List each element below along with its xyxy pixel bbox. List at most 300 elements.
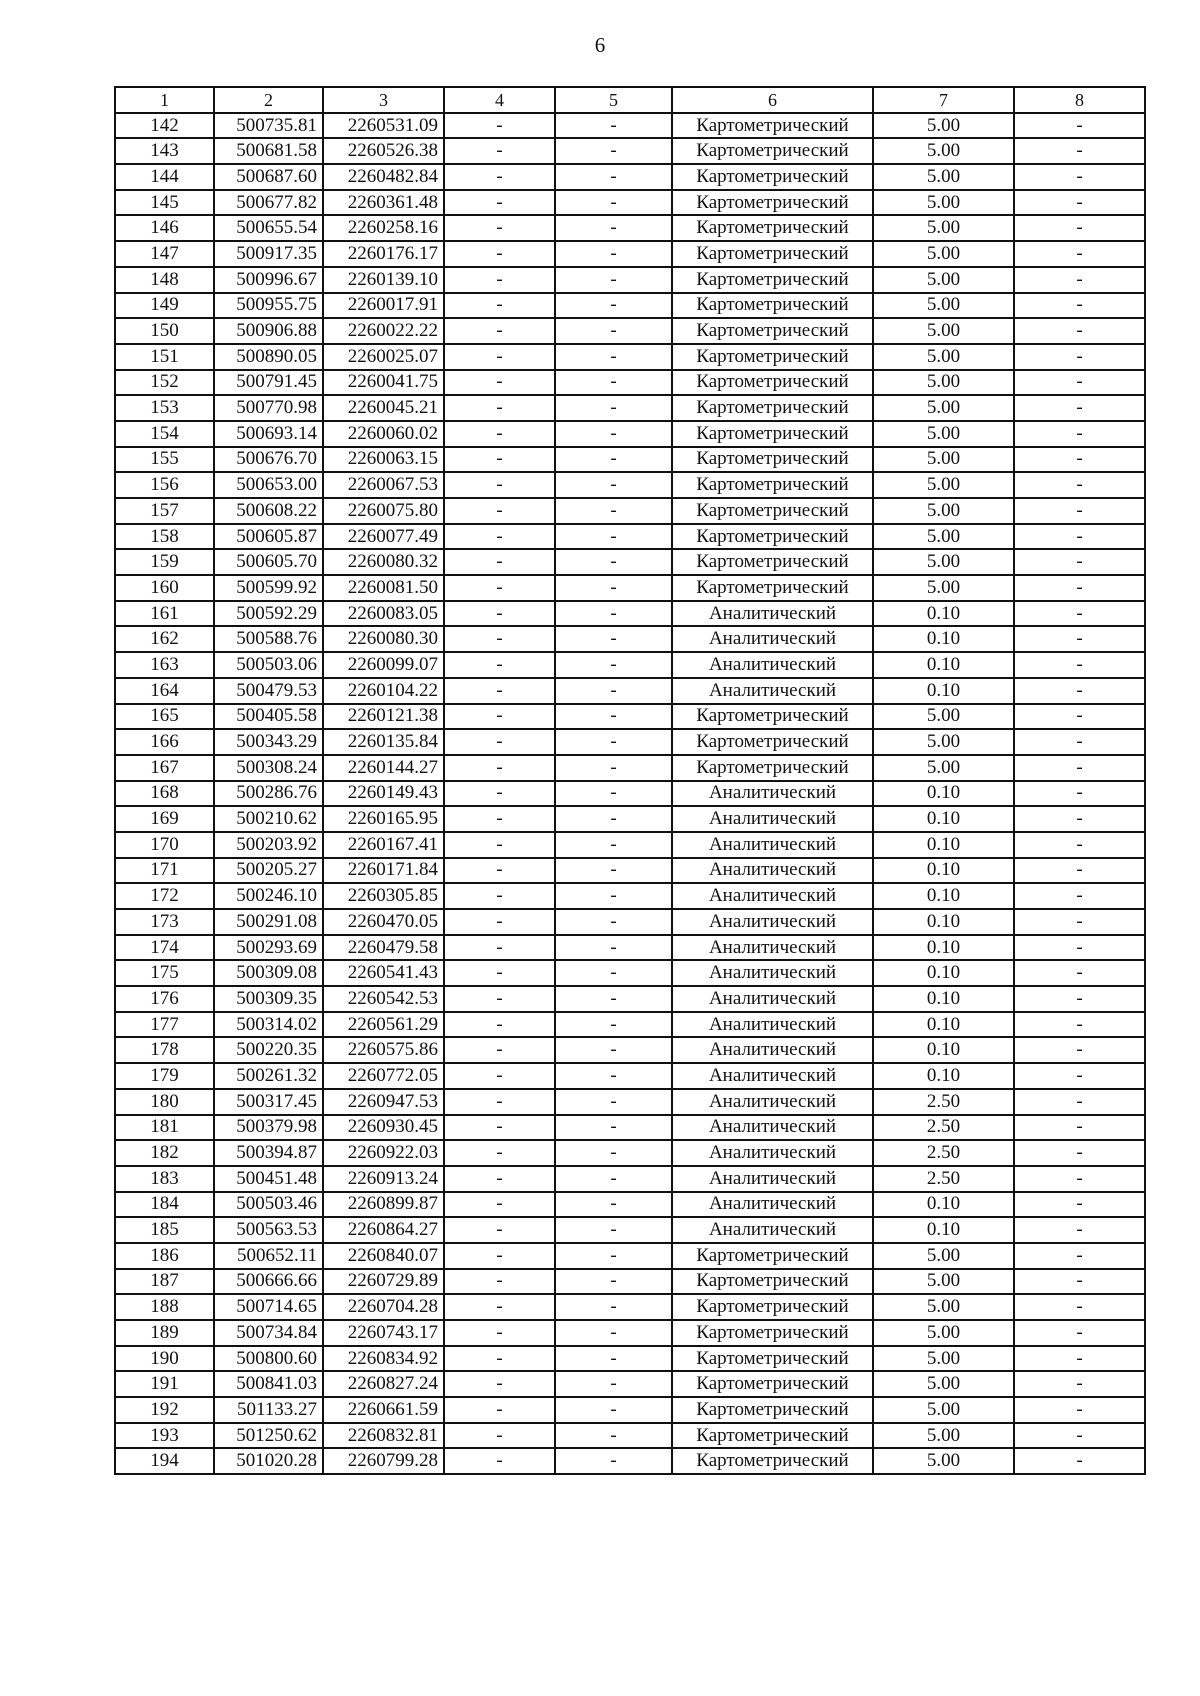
method-cell: Картометрический — [672, 498, 873, 524]
coord-x-cell: 500479.53 — [214, 678, 323, 704]
coord-y-cell: 2260176.17 — [323, 241, 444, 267]
coord-x-cell: 500314.02 — [214, 1012, 323, 1038]
header-cell-6: 6 — [672, 87, 873, 113]
col-8-cell: - — [1014, 1243, 1145, 1269]
coord-y-cell: 2260704.28 — [323, 1294, 444, 1320]
accuracy-cell: 5.00 — [873, 1243, 1014, 1269]
accuracy-cell: 5.00 — [873, 113, 1014, 139]
table-row — [115, 1217, 1145, 1243]
method-cell: Картометрический — [672, 293, 873, 319]
coord-x-cell: 500605.87 — [214, 524, 323, 550]
accuracy-cell: 0.10 — [873, 832, 1014, 858]
accuracy-cell: 5.00 — [873, 1320, 1014, 1346]
accuracy-cell: 5.00 — [873, 164, 1014, 190]
col-4-cell: - — [444, 806, 555, 832]
col-5-cell: - — [555, 626, 672, 652]
col-5-cell: - — [555, 1037, 672, 1063]
accuracy-cell: 5.00 — [873, 1448, 1014, 1474]
col-8-cell: - — [1014, 164, 1145, 190]
coord-x-cell: 500608.22 — [214, 498, 323, 524]
accuracy-cell: 5.00 — [873, 524, 1014, 550]
method-cell: Аналитический — [672, 781, 873, 807]
col-5-cell: - — [555, 138, 672, 164]
coord-x-cell: 500955.75 — [214, 293, 323, 319]
coord-y-cell: 2260542.53 — [323, 986, 444, 1012]
col-5-cell: - — [555, 344, 672, 370]
col-8-cell: - — [1014, 1140, 1145, 1166]
header-cell-5: 5 — [555, 87, 672, 113]
header-cell-4: 4 — [444, 87, 555, 113]
point-number-cell: 172 — [115, 883, 214, 909]
col-4-cell: - — [444, 883, 555, 909]
col-8-cell: - — [1014, 909, 1145, 935]
coord-y-cell: 2260575.86 — [323, 1037, 444, 1063]
coord-x-cell: 500996.67 — [214, 267, 323, 293]
method-cell: Картометрический — [672, 113, 873, 139]
col-8-cell: - — [1014, 524, 1145, 550]
method-cell: Аналитический — [672, 1115, 873, 1141]
coord-x-cell: 500293.69 — [214, 935, 323, 961]
method-cell: Картометрический — [672, 1320, 873, 1346]
point-number-cell: 157 — [115, 498, 214, 524]
coord-y-cell: 2260017.91 — [323, 293, 444, 319]
col-5-cell: - — [555, 549, 672, 575]
coord-y-cell: 2260947.53 — [323, 1089, 444, 1115]
method-cell: Картометрический — [672, 472, 873, 498]
col-4-cell: - — [444, 370, 555, 396]
table-row — [115, 498, 1145, 524]
col-4-cell: - — [444, 1140, 555, 1166]
point-number-cell: 154 — [115, 421, 214, 447]
coord-x-cell: 500220.35 — [214, 1037, 323, 1063]
point-number-cell: 194 — [115, 1448, 214, 1474]
col-4-cell: - — [444, 652, 555, 678]
point-number-cell: 142 — [115, 113, 214, 139]
col-4-cell: - — [444, 832, 555, 858]
coord-y-cell: 2260121.38 — [323, 704, 444, 730]
coord-y-cell: 2260834.92 — [323, 1346, 444, 1372]
col-8-cell: - — [1014, 549, 1145, 575]
table-row — [115, 986, 1145, 1012]
method-cell: Картометрический — [672, 1371, 873, 1397]
col-8-cell: - — [1014, 1012, 1145, 1038]
table-row — [115, 267, 1145, 293]
coord-y-cell: 2260840.07 — [323, 1243, 444, 1269]
coord-x-cell: 500693.14 — [214, 421, 323, 447]
col-5-cell: - — [555, 421, 672, 447]
table-row — [115, 806, 1145, 832]
coord-y-cell: 2260531.09 — [323, 113, 444, 139]
method-cell: Аналитический — [672, 652, 873, 678]
point-number-cell: 188 — [115, 1294, 214, 1320]
coord-x-cell: 500203.92 — [214, 832, 323, 858]
col-5-cell: - — [555, 1192, 672, 1218]
col-4-cell: - — [444, 909, 555, 935]
method-cell: Картометрический — [672, 190, 873, 216]
point-number-cell: 144 — [115, 164, 214, 190]
coord-x-cell: 500714.65 — [214, 1294, 323, 1320]
col-4-cell: - — [444, 447, 555, 473]
point-number-cell: 169 — [115, 806, 214, 832]
coord-y-cell: 2260077.49 — [323, 524, 444, 550]
accuracy-cell: 5.00 — [873, 215, 1014, 241]
method-cell: Картометрический — [672, 1423, 873, 1449]
coord-x-cell: 500599.92 — [214, 575, 323, 601]
table-row — [115, 215, 1145, 241]
table-row — [115, 1294, 1145, 1320]
point-number-cell: 181 — [115, 1115, 214, 1141]
col-8-cell: - — [1014, 241, 1145, 267]
col-5-cell: - — [555, 986, 672, 1012]
col-5-cell: - — [555, 1089, 672, 1115]
accuracy-cell: 5.00 — [873, 1397, 1014, 1423]
point-number-cell: 186 — [115, 1243, 214, 1269]
col-8-cell: - — [1014, 832, 1145, 858]
table-body — [115, 113, 1145, 1474]
table-row — [115, 472, 1145, 498]
coord-y-cell: 2260022.22 — [323, 318, 444, 344]
col-4-cell: - — [444, 781, 555, 807]
table-row — [115, 1115, 1145, 1141]
table-row — [115, 1371, 1145, 1397]
col-8-cell: - — [1014, 447, 1145, 473]
table-row — [115, 1397, 1145, 1423]
accuracy-cell: 5.00 — [873, 190, 1014, 216]
accuracy-cell: 5.00 — [873, 498, 1014, 524]
coord-y-cell: 2260099.07 — [323, 652, 444, 678]
col-4-cell: - — [444, 215, 555, 241]
table-row — [115, 1269, 1145, 1295]
point-number-cell: 183 — [115, 1166, 214, 1192]
table-row — [115, 601, 1145, 627]
header-row — [115, 87, 1145, 113]
col-5-cell: - — [555, 395, 672, 421]
table-row — [115, 1320, 1145, 1346]
coord-y-cell: 2260045.21 — [323, 395, 444, 421]
method-cell: Картометрический — [672, 1346, 873, 1372]
coord-y-cell: 2260063.15 — [323, 447, 444, 473]
table-row — [115, 395, 1145, 421]
accuracy-cell: 5.00 — [873, 293, 1014, 319]
accuracy-cell: 0.10 — [873, 1037, 1014, 1063]
col-5-cell: - — [555, 190, 672, 216]
table-row — [115, 1346, 1145, 1372]
col-5-cell: - — [555, 755, 672, 781]
col-5-cell: - — [555, 678, 672, 704]
col-4-cell: - — [444, 755, 555, 781]
col-4-cell: - — [444, 704, 555, 730]
point-number-cell: 189 — [115, 1320, 214, 1346]
point-number-cell: 145 — [115, 190, 214, 216]
coord-x-cell: 500343.29 — [214, 729, 323, 755]
point-number-cell: 193 — [115, 1423, 214, 1449]
col-4-cell: - — [444, 935, 555, 961]
coord-y-cell: 2260772.05 — [323, 1063, 444, 1089]
point-number-cell: 185 — [115, 1217, 214, 1243]
col-8-cell: - — [1014, 781, 1145, 807]
col-5-cell: - — [555, 524, 672, 550]
accuracy-cell: 0.10 — [873, 883, 1014, 909]
coord-y-cell: 2260083.05 — [323, 601, 444, 627]
col-5-cell: - — [555, 498, 672, 524]
coord-y-cell: 2260541.43 — [323, 960, 444, 986]
col-5-cell: - — [555, 1217, 672, 1243]
table-row — [115, 293, 1145, 319]
table-row — [115, 729, 1145, 755]
page-number: 6 — [594, 33, 606, 57]
coord-x-cell: 500605.70 — [214, 549, 323, 575]
col-5-cell: - — [555, 575, 672, 601]
accuracy-cell: 5.00 — [873, 267, 1014, 293]
point-number-cell: 180 — [115, 1089, 214, 1115]
coord-y-cell: 2260832.81 — [323, 1423, 444, 1449]
table-row — [115, 704, 1145, 730]
table-row — [115, 421, 1145, 447]
col-8-cell: - — [1014, 729, 1145, 755]
coord-y-cell: 2260482.84 — [323, 164, 444, 190]
col-8-cell: - — [1014, 883, 1145, 909]
accuracy-cell: 0.10 — [873, 678, 1014, 704]
col-4-cell: - — [444, 472, 555, 498]
col-4-cell: - — [444, 190, 555, 216]
method-cell: Картометрический — [672, 755, 873, 781]
table-row — [115, 678, 1145, 704]
coord-y-cell: 2260913.24 — [323, 1166, 444, 1192]
col-5-cell: - — [555, 729, 672, 755]
col-4-cell: - — [444, 421, 555, 447]
accuracy-cell: 0.10 — [873, 1063, 1014, 1089]
col-8-cell: - — [1014, 960, 1145, 986]
method-cell: Картометрический — [672, 1243, 873, 1269]
header-cell-8: 8 — [1014, 87, 1145, 113]
col-4-cell: - — [444, 626, 555, 652]
coord-x-cell: 500735.81 — [214, 113, 323, 139]
coord-x-cell: 500205.27 — [214, 858, 323, 884]
table-row — [115, 575, 1145, 601]
col-4-cell: - — [444, 318, 555, 344]
accuracy-cell: 0.10 — [873, 781, 1014, 807]
table-row — [115, 241, 1145, 267]
col-5-cell: - — [555, 883, 672, 909]
method-cell: Картометрический — [672, 241, 873, 267]
point-number-cell: 173 — [115, 909, 214, 935]
col-4-cell: - — [444, 1423, 555, 1449]
point-number-cell: 147 — [115, 241, 214, 267]
col-8-cell: - — [1014, 293, 1145, 319]
accuracy-cell: 0.10 — [873, 1192, 1014, 1218]
coord-x-cell: 500308.24 — [214, 755, 323, 781]
accuracy-cell: 5.00 — [873, 1423, 1014, 1449]
coord-x-cell: 500405.58 — [214, 704, 323, 730]
col-4-cell: - — [444, 1243, 555, 1269]
accuracy-cell: 0.10 — [873, 909, 1014, 935]
col-8-cell: - — [1014, 1037, 1145, 1063]
col-5-cell: - — [555, 113, 672, 139]
method-cell: Аналитический — [672, 986, 873, 1012]
col-8-cell: - — [1014, 1346, 1145, 1372]
method-cell: Картометрический — [672, 395, 873, 421]
col-4-cell: - — [444, 164, 555, 190]
col-8-cell: - — [1014, 935, 1145, 961]
coord-x-cell: 500286.76 — [214, 781, 323, 807]
table-row — [115, 1012, 1145, 1038]
coord-y-cell: 2260144.27 — [323, 755, 444, 781]
col-8-cell: - — [1014, 344, 1145, 370]
method-cell: Аналитический — [672, 1089, 873, 1115]
method-cell: Аналитический — [672, 1063, 873, 1089]
col-4-cell: - — [444, 241, 555, 267]
point-number-cell: 160 — [115, 575, 214, 601]
coord-y-cell: 2260167.41 — [323, 832, 444, 858]
coord-y-cell: 2260149.43 — [323, 781, 444, 807]
col-8-cell: - — [1014, 575, 1145, 601]
method-cell: Картометрический — [672, 447, 873, 473]
accuracy-cell: 5.00 — [873, 241, 1014, 267]
point-number-cell: 158 — [115, 524, 214, 550]
accuracy-cell: 5.00 — [873, 704, 1014, 730]
col-4-cell: - — [444, 1346, 555, 1372]
coord-y-cell: 2260743.17 — [323, 1320, 444, 1346]
coord-y-cell: 2260139.10 — [323, 267, 444, 293]
col-8-cell: - — [1014, 858, 1145, 884]
col-4-cell: - — [444, 1217, 555, 1243]
col-8-cell: - — [1014, 1115, 1145, 1141]
col-8-cell: - — [1014, 1217, 1145, 1243]
col-5-cell: - — [555, 164, 672, 190]
col-8-cell: - — [1014, 1269, 1145, 1295]
method-cell: Картометрический — [672, 318, 873, 344]
col-8-cell: - — [1014, 1448, 1145, 1474]
coord-y-cell: 2260729.89 — [323, 1269, 444, 1295]
method-cell: Аналитический — [672, 1192, 873, 1218]
col-8-cell: - — [1014, 806, 1145, 832]
point-number-cell: 159 — [115, 549, 214, 575]
accuracy-cell: 5.00 — [873, 370, 1014, 396]
table-row — [115, 781, 1145, 807]
method-cell: Картометрический — [672, 138, 873, 164]
header-cell-2: 2 — [214, 87, 323, 113]
coord-x-cell: 500503.06 — [214, 652, 323, 678]
col-4-cell: - — [444, 1192, 555, 1218]
method-cell: Картометрический — [672, 1269, 873, 1295]
method-cell: Картометрический — [672, 575, 873, 601]
col-8-cell: - — [1014, 626, 1145, 652]
col-8-cell: - — [1014, 113, 1145, 139]
point-number-cell: 191 — [115, 1371, 214, 1397]
accuracy-cell: 0.10 — [873, 986, 1014, 1012]
table-row — [115, 883, 1145, 909]
col-4-cell: - — [444, 1063, 555, 1089]
point-number-cell: 148 — [115, 267, 214, 293]
point-number-cell: 161 — [115, 601, 214, 627]
col-5-cell: - — [555, 960, 672, 986]
coord-x-cell: 500317.45 — [214, 1089, 323, 1115]
point-number-cell: 176 — [115, 986, 214, 1012]
col-4-cell: - — [444, 575, 555, 601]
point-number-cell: 168 — [115, 781, 214, 807]
method-cell: Картометрический — [672, 1294, 873, 1320]
accuracy-cell: 2.50 — [873, 1115, 1014, 1141]
accuracy-cell: 0.10 — [873, 652, 1014, 678]
col-8-cell: - — [1014, 1423, 1145, 1449]
accuracy-cell: 5.00 — [873, 421, 1014, 447]
method-cell: Картометрический — [672, 344, 873, 370]
method-cell: Аналитический — [672, 832, 873, 858]
coord-x-cell: 500890.05 — [214, 344, 323, 370]
col-8-cell: - — [1014, 1089, 1145, 1115]
method-cell: Аналитический — [672, 935, 873, 961]
table-header — [115, 87, 1145, 113]
coord-y-cell: 2260479.58 — [323, 935, 444, 961]
coord-y-cell: 2260899.87 — [323, 1192, 444, 1218]
col-8-cell: - — [1014, 138, 1145, 164]
method-cell: Картометрический — [672, 704, 873, 730]
col-4-cell: - — [444, 138, 555, 164]
point-number-cell: 184 — [115, 1192, 214, 1218]
col-4-cell: - — [444, 1115, 555, 1141]
point-number-cell: 171 — [115, 858, 214, 884]
coord-x-cell: 501133.27 — [214, 1397, 323, 1423]
col-5-cell: - — [555, 1346, 672, 1372]
col-5-cell: - — [555, 215, 672, 241]
col-4-cell: - — [444, 678, 555, 704]
method-cell: Аналитический — [672, 626, 873, 652]
col-5-cell: - — [555, 1423, 672, 1449]
col-5-cell: - — [555, 1166, 672, 1192]
coord-y-cell: 2260470.05 — [323, 909, 444, 935]
method-cell: Картометрический — [672, 164, 873, 190]
coord-x-cell: 500563.53 — [214, 1217, 323, 1243]
col-4-cell: - — [444, 344, 555, 370]
point-number-cell: 175 — [115, 960, 214, 986]
accuracy-cell: 5.00 — [873, 138, 1014, 164]
col-8-cell: - — [1014, 1192, 1145, 1218]
coord-y-cell: 2260075.80 — [323, 498, 444, 524]
col-5-cell: - — [555, 293, 672, 319]
point-number-cell: 151 — [115, 344, 214, 370]
col-8-cell: - — [1014, 1320, 1145, 1346]
point-number-cell: 153 — [115, 395, 214, 421]
col-4-cell: - — [444, 1397, 555, 1423]
col-5-cell: - — [555, 267, 672, 293]
coord-x-cell: 500309.08 — [214, 960, 323, 986]
coord-y-cell: 2260081.50 — [323, 575, 444, 601]
accuracy-cell: 5.00 — [873, 318, 1014, 344]
method-cell: Аналитический — [672, 909, 873, 935]
table-row — [115, 626, 1145, 652]
col-5-cell: - — [555, 1320, 672, 1346]
coord-x-cell: 500917.35 — [214, 241, 323, 267]
coord-y-cell: 2260060.02 — [323, 421, 444, 447]
table-row — [115, 1423, 1145, 1449]
header-cell-3: 3 — [323, 87, 444, 113]
point-number-cell: 192 — [115, 1397, 214, 1423]
coord-y-cell: 2260025.07 — [323, 344, 444, 370]
col-5-cell: - — [555, 781, 672, 807]
point-number-cell: 146 — [115, 215, 214, 241]
method-cell: Аналитический — [672, 960, 873, 986]
table-row — [115, 370, 1145, 396]
col-8-cell: - — [1014, 1063, 1145, 1089]
point-number-cell: 155 — [115, 447, 214, 473]
point-number-cell: 163 — [115, 652, 214, 678]
point-number-cell: 187 — [115, 1269, 214, 1295]
coord-x-cell: 500451.48 — [214, 1166, 323, 1192]
col-4-cell: - — [444, 960, 555, 986]
method-cell: Картометрический — [672, 1397, 873, 1423]
col-4-cell: - — [444, 1089, 555, 1115]
coord-y-cell: 2260080.30 — [323, 626, 444, 652]
